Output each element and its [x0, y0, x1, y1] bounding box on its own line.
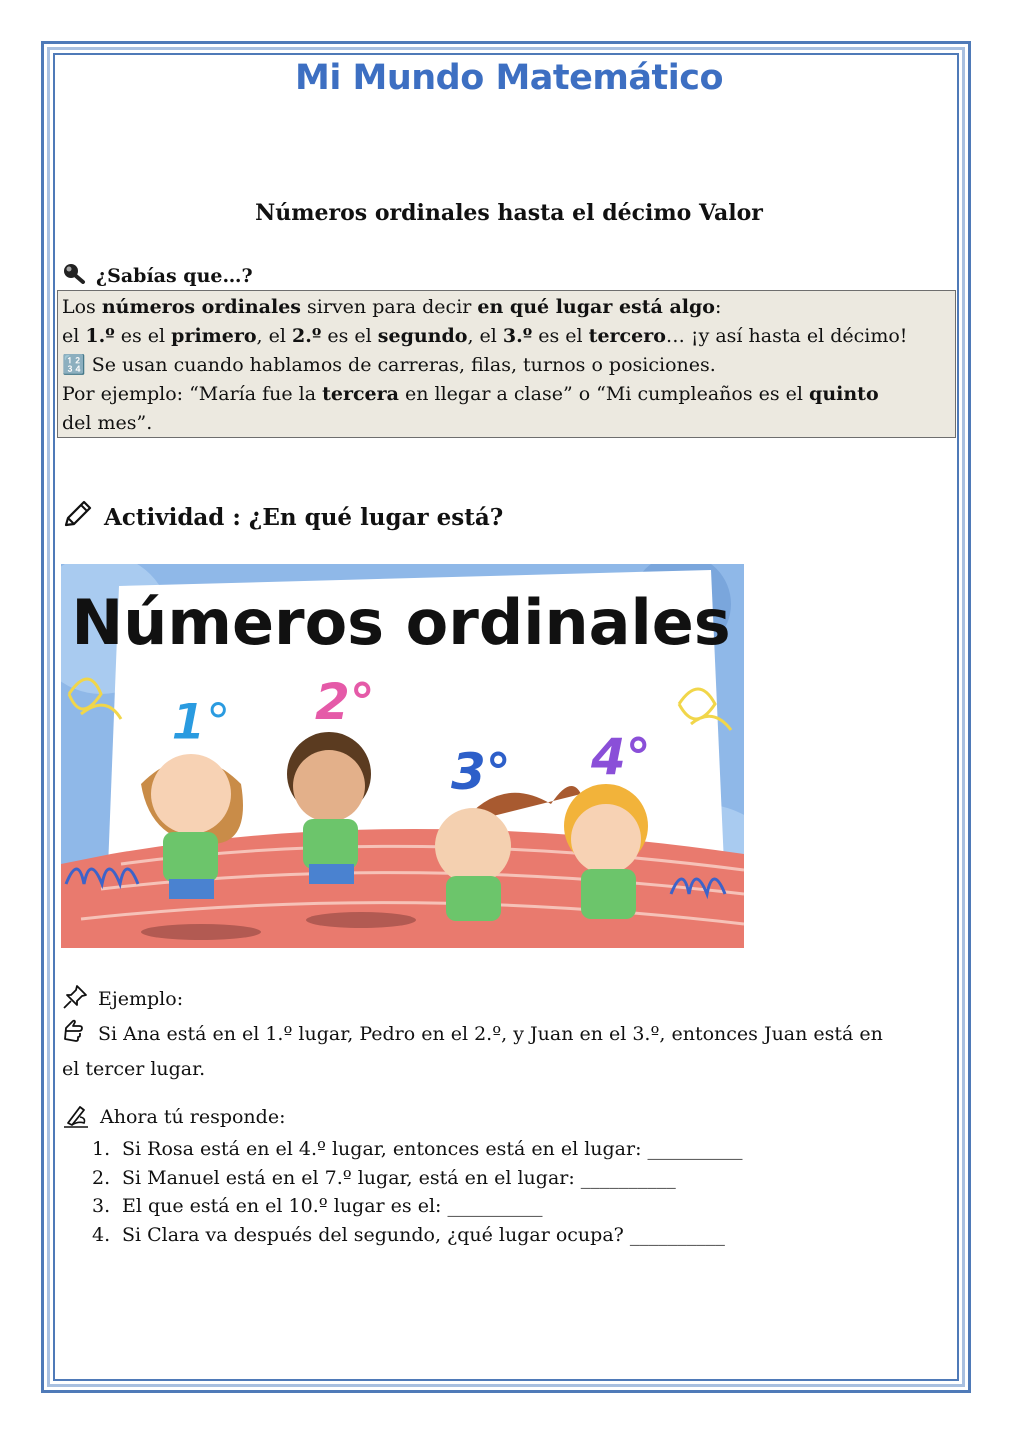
- ordinal-label-1: 1°: [171, 693, 231, 751]
- question-number: 3.: [92, 1195, 111, 1217]
- info-line: [62, 293, 951, 322]
- answer-label: Ahora tú responde:: [100, 1106, 286, 1128]
- info-text: del mes”.: [62, 412, 153, 434]
- info-text: … ¡y así hasta el décimo!: [665, 325, 908, 347]
- info-text: Por ejemplo: “María fue la: [62, 383, 323, 405]
- question-item: [92, 1135, 743, 1164]
- question-list: [92, 1135, 743, 1249]
- question-item: [92, 1164, 743, 1193]
- example-text: Si Ana está en el 1.º lugar, Pedro en el 2.º, y Juan en el 3.º, entonces Juan está en: [98, 1023, 883, 1045]
- pointing-hand-icon: [62, 1019, 88, 1054]
- info-text: sirven para decir: [301, 296, 478, 318]
- did-you-know-heading: [62, 262, 253, 289]
- info-text: , el: [256, 325, 292, 347]
- info-text: , el: [467, 325, 503, 347]
- lesson-subtitle: Números ordinales hasta el décimo Valor: [255, 200, 763, 226]
- question-text: Si Manuel está en el 7.º lugar, está en el lugar: __________: [122, 1166, 676, 1189]
- pin-icon: [62, 984, 88, 1019]
- info-bold-text: 2.º: [292, 325, 322, 347]
- info-line: [62, 409, 951, 438]
- question-text: Si Clara va después del segundo, ¿qué lugar ocupa? __________: [122, 1223, 725, 1246]
- example-section: [62, 984, 942, 1084]
- info-line: [62, 380, 951, 409]
- answer-heading: [62, 1103, 285, 1137]
- question-item: [92, 1221, 743, 1250]
- writing-hand-icon: [62, 1103, 90, 1137]
- info-bold-text: 1.º: [85, 325, 115, 347]
- info-bold-text: números ordinales: [101, 296, 301, 318]
- ordinal-numbers-illustration: [61, 564, 744, 948]
- info-text: es el: [321, 325, 378, 347]
- info-text: :: [714, 296, 722, 318]
- ordinal-label-2: 2°: [315, 673, 375, 731]
- did-you-know-label: ¿Sabías que…?: [96, 264, 253, 287]
- info-bold-text: 3.º: [502, 325, 533, 347]
- illustration-title: Números ordinales: [71, 586, 731, 659]
- info-bold-text: segundo: [377, 325, 468, 347]
- question-number: 1.: [92, 1138, 111, 1160]
- example-text-continued: el tercer lugar.: [62, 1058, 206, 1080]
- example-label: Ejemplo:: [98, 988, 184, 1010]
- question-number: 4.: [92, 1223, 111, 1246]
- info-line: [62, 322, 951, 351]
- info-bold-text: tercera: [322, 383, 399, 405]
- activity-heading: [62, 499, 503, 535]
- ordinal-label-3: 3°: [451, 743, 511, 801]
- info-text: el: [62, 325, 86, 347]
- question-text: Si Rosa está en el 4.º lugar, entonces está en el lugar: __________: [122, 1138, 743, 1160]
- did-you-know-box: [57, 290, 956, 438]
- info-text: Los: [62, 296, 102, 318]
- info-text: en llegar a clase” o “Mi cumpleaños es el: [398, 383, 810, 405]
- activity-label: Actividad : ¿En qué lugar está?: [104, 503, 504, 531]
- info-text: es el: [532, 325, 589, 347]
- info-bold-text: quinto: [809, 383, 879, 405]
- info-line: [62, 351, 951, 380]
- question-item: [92, 1192, 743, 1221]
- question-number: 2.: [92, 1166, 111, 1189]
- page-title: Mi Mundo Matemático: [295, 58, 723, 98]
- info-bold-text: primero: [171, 325, 257, 347]
- info-text: es el: [114, 325, 172, 347]
- ordinal-label-4: 4°: [591, 728, 651, 786]
- pencil-icon: [62, 499, 94, 535]
- info-text: 🔢 Se usan cuando hablamos de carreras, filas, turnos o posiciones.: [62, 354, 716, 376]
- question-text: El que está en el 10.º lugar es el: __________: [122, 1195, 543, 1217]
- info-bold-text: tercero: [588, 325, 666, 347]
- info-bold-text: en qué lugar está algo: [477, 296, 715, 318]
- magnifier-icon: [62, 262, 86, 289]
